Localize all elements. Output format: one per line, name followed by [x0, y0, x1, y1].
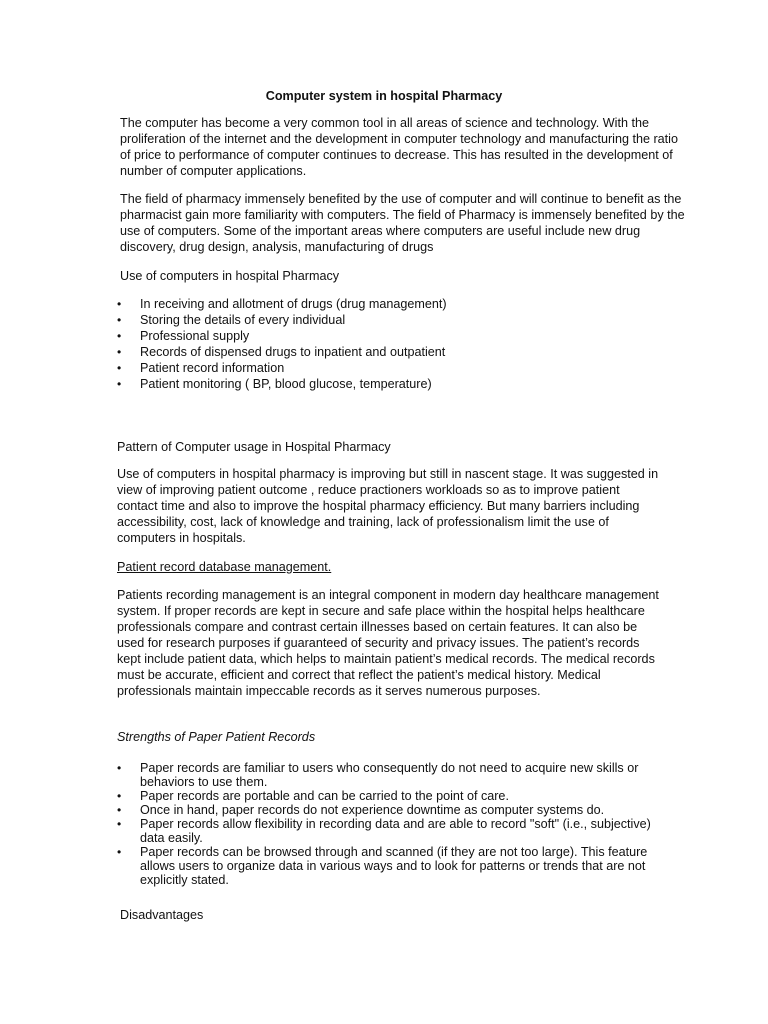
text-line: contact time and also to improve the hospital pharmacy efficiency. But many barriers including: [117, 499, 640, 513]
text-line: kept include patient data, which helps to maintain patient’s medical records. The medical records: [117, 652, 655, 666]
intro-paragraph-2: [120, 191, 685, 255]
list-item-line: allows users to organize data in various ways and to look for patterns or trends that are not: [140, 859, 646, 873]
disadvantages-heading: Disadvantages: [120, 908, 204, 922]
list-item: [120, 761, 680, 789]
text-line: Patients recording management is an integral component in modern day healthcare management: [117, 588, 659, 602]
records-heading: Patient record database management.: [117, 560, 332, 574]
text-line: Use of computers in hospital pharmacy is improving but still in nascent stage. It was suggested in: [117, 467, 659, 481]
list-item: • In receiving and allotment of drugs (drug management): [120, 296, 680, 312]
list-item-line: explicitly stated.: [140, 873, 229, 887]
text-line: system. If proper records are kept in secure and safe place within the hospital helps healthcare: [117, 604, 645, 618]
text-line: professionals compare and contrast certain illnesses based on certain features. It can also be: [117, 620, 638, 634]
intro-paragraph-1: [120, 115, 680, 179]
text-line: The computer has become a very common tool in all areas of science and technology. With the: [120, 116, 649, 130]
text-line: accessibility, cost, lack of knowledge and training, lack of professionalism limit the use of: [117, 515, 609, 529]
strengths-list: [120, 761, 680, 887]
records-paragraph: [117, 587, 677, 699]
pattern-heading: Pattern of Computer usage in Hospital Pharmacy: [117, 440, 391, 454]
uses-heading: Use of computers in hospital Pharmacy: [120, 269, 340, 283]
text-line: must be accurate, efficient and correct that reflect the patient’s medical history. Medical: [117, 668, 601, 682]
strengths-heading: Strengths of Paper Patient Records: [117, 730, 316, 744]
list-item-line: • Paper records are familiar to users who consequently do not need to acquire new skills or: [140, 761, 639, 775]
text-line: pharmacist gain more familiarity with computers. The field of Pharmacy is immensely benefited by the: [120, 208, 685, 222]
list-item-line: • Paper records allow flexibility in recording data and are able to record "soft" (i.e., subjective): [140, 817, 651, 831]
list-item-line: • Paper records are portable and can be carried to the point of care.: [140, 789, 509, 803]
list-item: [120, 817, 680, 845]
list-item: • Patient monitoring ( BP, blood glucose, temperature): [120, 376, 680, 392]
list-item: [120, 803, 680, 817]
list-item: • Records of dispensed drugs to inpatient and outpatient: [120, 344, 680, 360]
pattern-paragraph: [117, 466, 677, 546]
list-item-line: behaviors to use them.: [140, 775, 268, 789]
list-item: • Storing the details of every individual: [120, 312, 680, 328]
text-line: proliferation of the internet and the development in computer technology and manufacturing the ratio: [120, 132, 678, 146]
text-line: The field of pharmacy immensely benefited by the use of computer and will continue to benefit as the: [120, 192, 682, 206]
text-line: view of improving patient outcome , reduce practioners workloads so as to improve patient: [117, 483, 620, 497]
list-item: [120, 845, 680, 887]
list-item: • Professional supply: [120, 328, 680, 344]
text-line: computers in hospitals.: [117, 531, 246, 545]
list-item-line: data easily.: [140, 831, 203, 845]
text-line: used for research purposes if guaranteed of security and privacy issues. The patient’s records: [117, 636, 640, 650]
text-line: discovery, drug design, analysis, manufacturing of drugs: [120, 240, 434, 254]
text-line: of price to performance of computer continues to decrease. This has resulted in the development of: [120, 148, 673, 162]
text-line: professionals maintain impeccable records as it serves numerous purposes.: [117, 684, 541, 698]
text-line: number of computer applications.: [120, 164, 307, 178]
document-title: Computer system in hospital Pharmacy: [265, 89, 503, 103]
list-item-line: • Once in hand, paper records do not experience downtime as computer systems do.: [140, 803, 605, 817]
text-line: use of computers. Some of the important areas where computers are useful include new drug: [120, 224, 641, 238]
uses-list: [120, 296, 680, 392]
list-item: • Patient record information: [120, 360, 680, 376]
list-item-line: • Paper records can be browsed through and scanned (if they are not too large). This feature: [140, 845, 648, 859]
list-item: [120, 789, 680, 803]
